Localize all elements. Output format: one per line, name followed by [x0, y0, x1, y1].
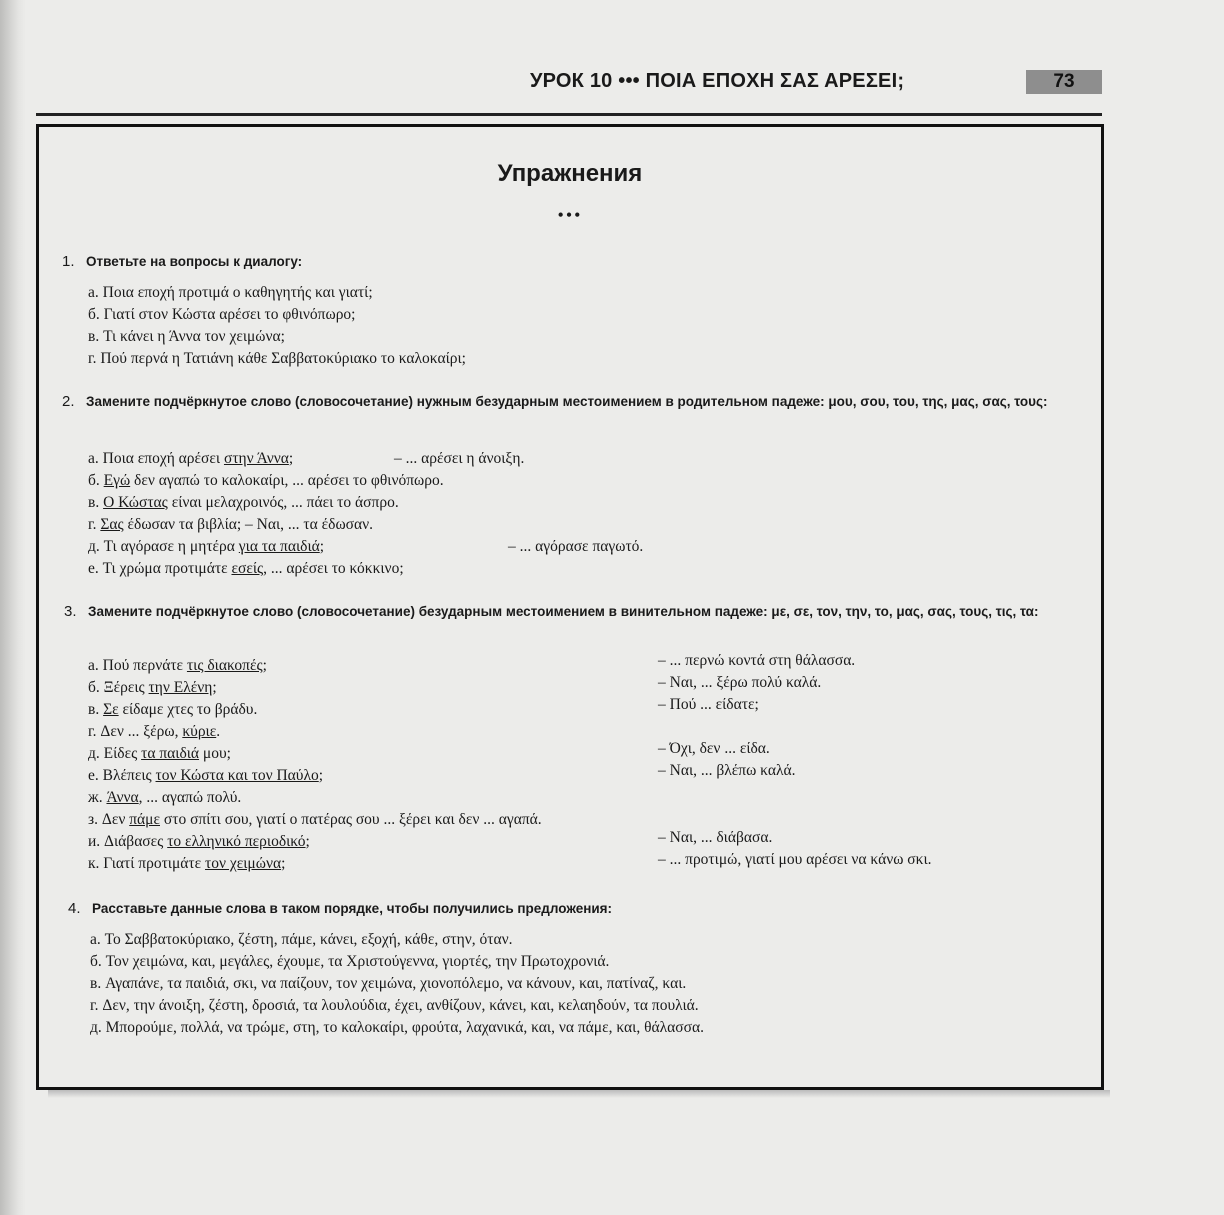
exercise-3-item — [88, 700, 257, 720]
item-text: е. Τι χρώμα προτιμάτε — [88, 560, 232, 577]
exercise-2-item — [88, 515, 373, 535]
exercise-2-item — [88, 537, 324, 557]
exercise-4-item: д. Μπορούμε, πολλά, να τρώμε, στη, το καλοκαίρι, φρούτα, λαχανικά, και, να πάμε, και, θάλασσα. — [90, 1019, 704, 1036]
page-number: 73 — [1026, 70, 1102, 94]
exercise-2-item — [88, 493, 399, 513]
exercise-3-item — [88, 788, 241, 808]
underlined-phrase: Άννα — [106, 789, 139, 806]
exercise-3-item — [88, 744, 231, 764]
underlined-phrase: για τα παιδιά — [238, 538, 320, 555]
exercise-number: 1. — [62, 253, 75, 270]
item-text: и. Διάβασες — [88, 833, 168, 850]
exercise-instruction: Замените подчёркнутое слово (словосочетание) безударным местоимением в винительном падеже: με, σε, τον, την, το, μας, σας, τους, τις, τα: — [88, 604, 1039, 619]
exercise-instruction: Ответьте на вопросы к диалогу: — [86, 254, 303, 269]
item-text: ; — [262, 657, 267, 674]
exercise-3-item — [88, 854, 285, 874]
item-text: к. Γιατί προτιμάτε — [88, 855, 206, 872]
exercise-3-heading — [64, 600, 1078, 623]
underlined-phrase: την Ελένη — [148, 679, 213, 696]
exercise-4-item: в. Αγαπάνε, τα παιδιά, σκι, να παίζουν, τον χειμώνα, χιονοπόλεμο, να κάνουν, και, πατίναζ, και. — [90, 975, 687, 992]
underlined-phrase: εσείς — [231, 560, 264, 577]
item-text: ; — [288, 450, 294, 467]
underlined-phrase: Ο Κώστας — [103, 494, 168, 511]
section-title: Упражнения — [497, 160, 643, 187]
exercise-1-item: г. Πού περνά η Τατιάνη κάθε Σαββατοκύριακο το καλοκαίρι; — [88, 350, 466, 367]
item-text: ; — [212, 679, 217, 696]
item-text: ; — [318, 767, 324, 784]
item-text: είδαμε χτες το βράδυ. — [118, 701, 258, 718]
item-text: δεν αγαπώ το καλοκαίρι, ... αρέσει το φθινόπωρο. — [130, 472, 444, 489]
exercise-1-item: б. Γιατί στον Κώστα αρέσει το φθινόπωρο; — [88, 306, 356, 323]
exercise-number: 3. — [64, 603, 77, 620]
exercise-2-answer: – ... αρέσει η άνοιξη. — [394, 450, 525, 467]
exercise-3-item — [88, 832, 310, 852]
item-text: б. Ξέρεις — [88, 679, 149, 696]
exercise-1-item: а. Ποια εποχή προτιμά ο καθηγητής και γιατί; — [88, 284, 373, 301]
exercise-3-item — [88, 722, 220, 742]
running-title: УРОК 10 ••• ΠΟΙΑ ΕΠΟΧΗ ΣΑΣ ΑΡΕΣΕΙ; — [530, 70, 905, 92]
exercise-4-item: а. Το Σαββατοκύριακο, ζέστη, πάμε, κάνει, εξοχή, κάθε, στην, όταν. — [90, 931, 513, 948]
item-text: είναι μελαχροινός, ... πάει το άσπρο. — [167, 494, 399, 511]
underlined-phrase: τον Κώστα και τον Παύλο — [155, 767, 319, 784]
page-header — [530, 70, 1102, 96]
exercise-instruction: Замените подчёркнутое слово (словосочетание) нужным безударным местоимением в родительном падеже: μου, σου, του, της, μας, σας, τους: — [86, 394, 1048, 409]
title-ornament: ••• — [557, 205, 583, 225]
exercise-1-item: в. Τι κάνει η Άννα τον χειμώνα; — [88, 328, 285, 345]
exercise-3-answer: – ... προτιμώ, γιατί μου αρέσει να κάνω σκι. — [658, 851, 932, 868]
exercise-2-answer: – ... αγόρασε παγωτό. — [508, 538, 644, 555]
item-text: в. — [88, 494, 104, 511]
underlined-phrase: Σε — [103, 701, 119, 718]
item-text: ; — [281, 855, 286, 872]
exercise-3-answer: – Πού ... είδατε; — [658, 696, 759, 713]
exercise-3-item — [88, 766, 323, 786]
underlined-phrase: στην Άννα — [223, 450, 289, 467]
item-text: ; — [305, 833, 310, 850]
item-text: г. — [88, 516, 101, 533]
exercise-3-answer: – Όχι, δεν ... είδα. — [658, 740, 770, 757]
item-text: ж. — [88, 789, 107, 806]
item-text: г. Δεν ... ξέρω, — [88, 723, 183, 740]
underlined-phrase: κύριε — [182, 723, 217, 740]
underlined-phrase: Σας — [100, 516, 124, 533]
item-text: д. Τι αγόρασε η μητέρα — [88, 538, 239, 555]
item-text: з. Δεν — [88, 811, 130, 828]
exercise-3-answer: – Ναι, ... βλέπω καλά. — [658, 762, 796, 779]
item-text: е. Βλέπεις — [88, 767, 156, 784]
underlined-phrase: το ελληνικό περιοδικό — [167, 833, 306, 850]
exercise-4-item: б. Τον χειμώνα, και, μεγάλες, έχουμε, τα Χριστούγεννα, γιορτές, την Πρωτοχρονιά. — [90, 953, 610, 970]
exercise-3-answer: – Ναι, ... ξέρω πολύ καλά. — [658, 674, 822, 691]
item-text: а. Πού περνάτε — [88, 657, 187, 674]
underlined-phrase: Εγώ — [103, 472, 131, 489]
exercise-number: 4. — [68, 900, 81, 917]
item-text: ; — [319, 538, 325, 555]
exercise-number: 2. — [62, 393, 75, 410]
exercise-3-item — [88, 656, 267, 676]
exercise-4-heading — [68, 897, 1072, 920]
exercise-3-answer: – ... περνώ κοντά στη θάλασσα. — [658, 652, 856, 669]
underlined-phrase: τα παιδιά — [141, 745, 200, 762]
item-text: μου; — [199, 745, 231, 762]
underlined-phrase: πάμε — [129, 811, 160, 828]
header-rule — [36, 113, 1102, 116]
underlined-phrase: τον χειμώνα — [205, 855, 282, 872]
exercise-2-item — [88, 471, 444, 491]
exercise-3-item — [88, 678, 217, 698]
frame-shadow — [48, 1090, 1110, 1098]
underlined-phrase: τις διακοπές — [186, 657, 263, 674]
item-text: στο σπίτι σου, γιατί ο πατέρας σου ... ξέρει και δεν ... αγαπά. — [160, 811, 542, 828]
item-text: б. — [88, 472, 104, 489]
exercise-2-heading — [62, 390, 1076, 413]
item-text: . — [216, 723, 221, 740]
exercise-instruction: Расставьте данные слова в таком порядке, чтобы получились предложения: — [92, 901, 613, 916]
item-text: , ... αρέσει το κόκκινο; — [263, 560, 404, 577]
item-text: д. Είδες — [88, 745, 142, 762]
exercise-2-item — [88, 449, 293, 469]
item-text: , ... αγαπώ πολύ. — [138, 789, 242, 806]
item-text: а. Ποια εποχή αρέσει — [88, 450, 224, 467]
item-text: в. — [88, 701, 104, 718]
exercise-3-item — [88, 810, 542, 830]
exercise-2-item — [88, 559, 404, 579]
exercise-3-answer: – Ναι, ... διάβασα. — [658, 829, 773, 846]
item-text: έδωσαν τα βιβλία; – Ναι, ... τα έδωσαν. — [123, 516, 374, 533]
exercise-4-item: г. Δεν, την άνοιξη, ζέστη, δροσιά, τα λουλούδια, έχει, ανθίζουν, κάνει, και, κελαηδούν, τα πουλιά. — [90, 997, 699, 1014]
exercise-1-heading — [62, 250, 1086, 273]
